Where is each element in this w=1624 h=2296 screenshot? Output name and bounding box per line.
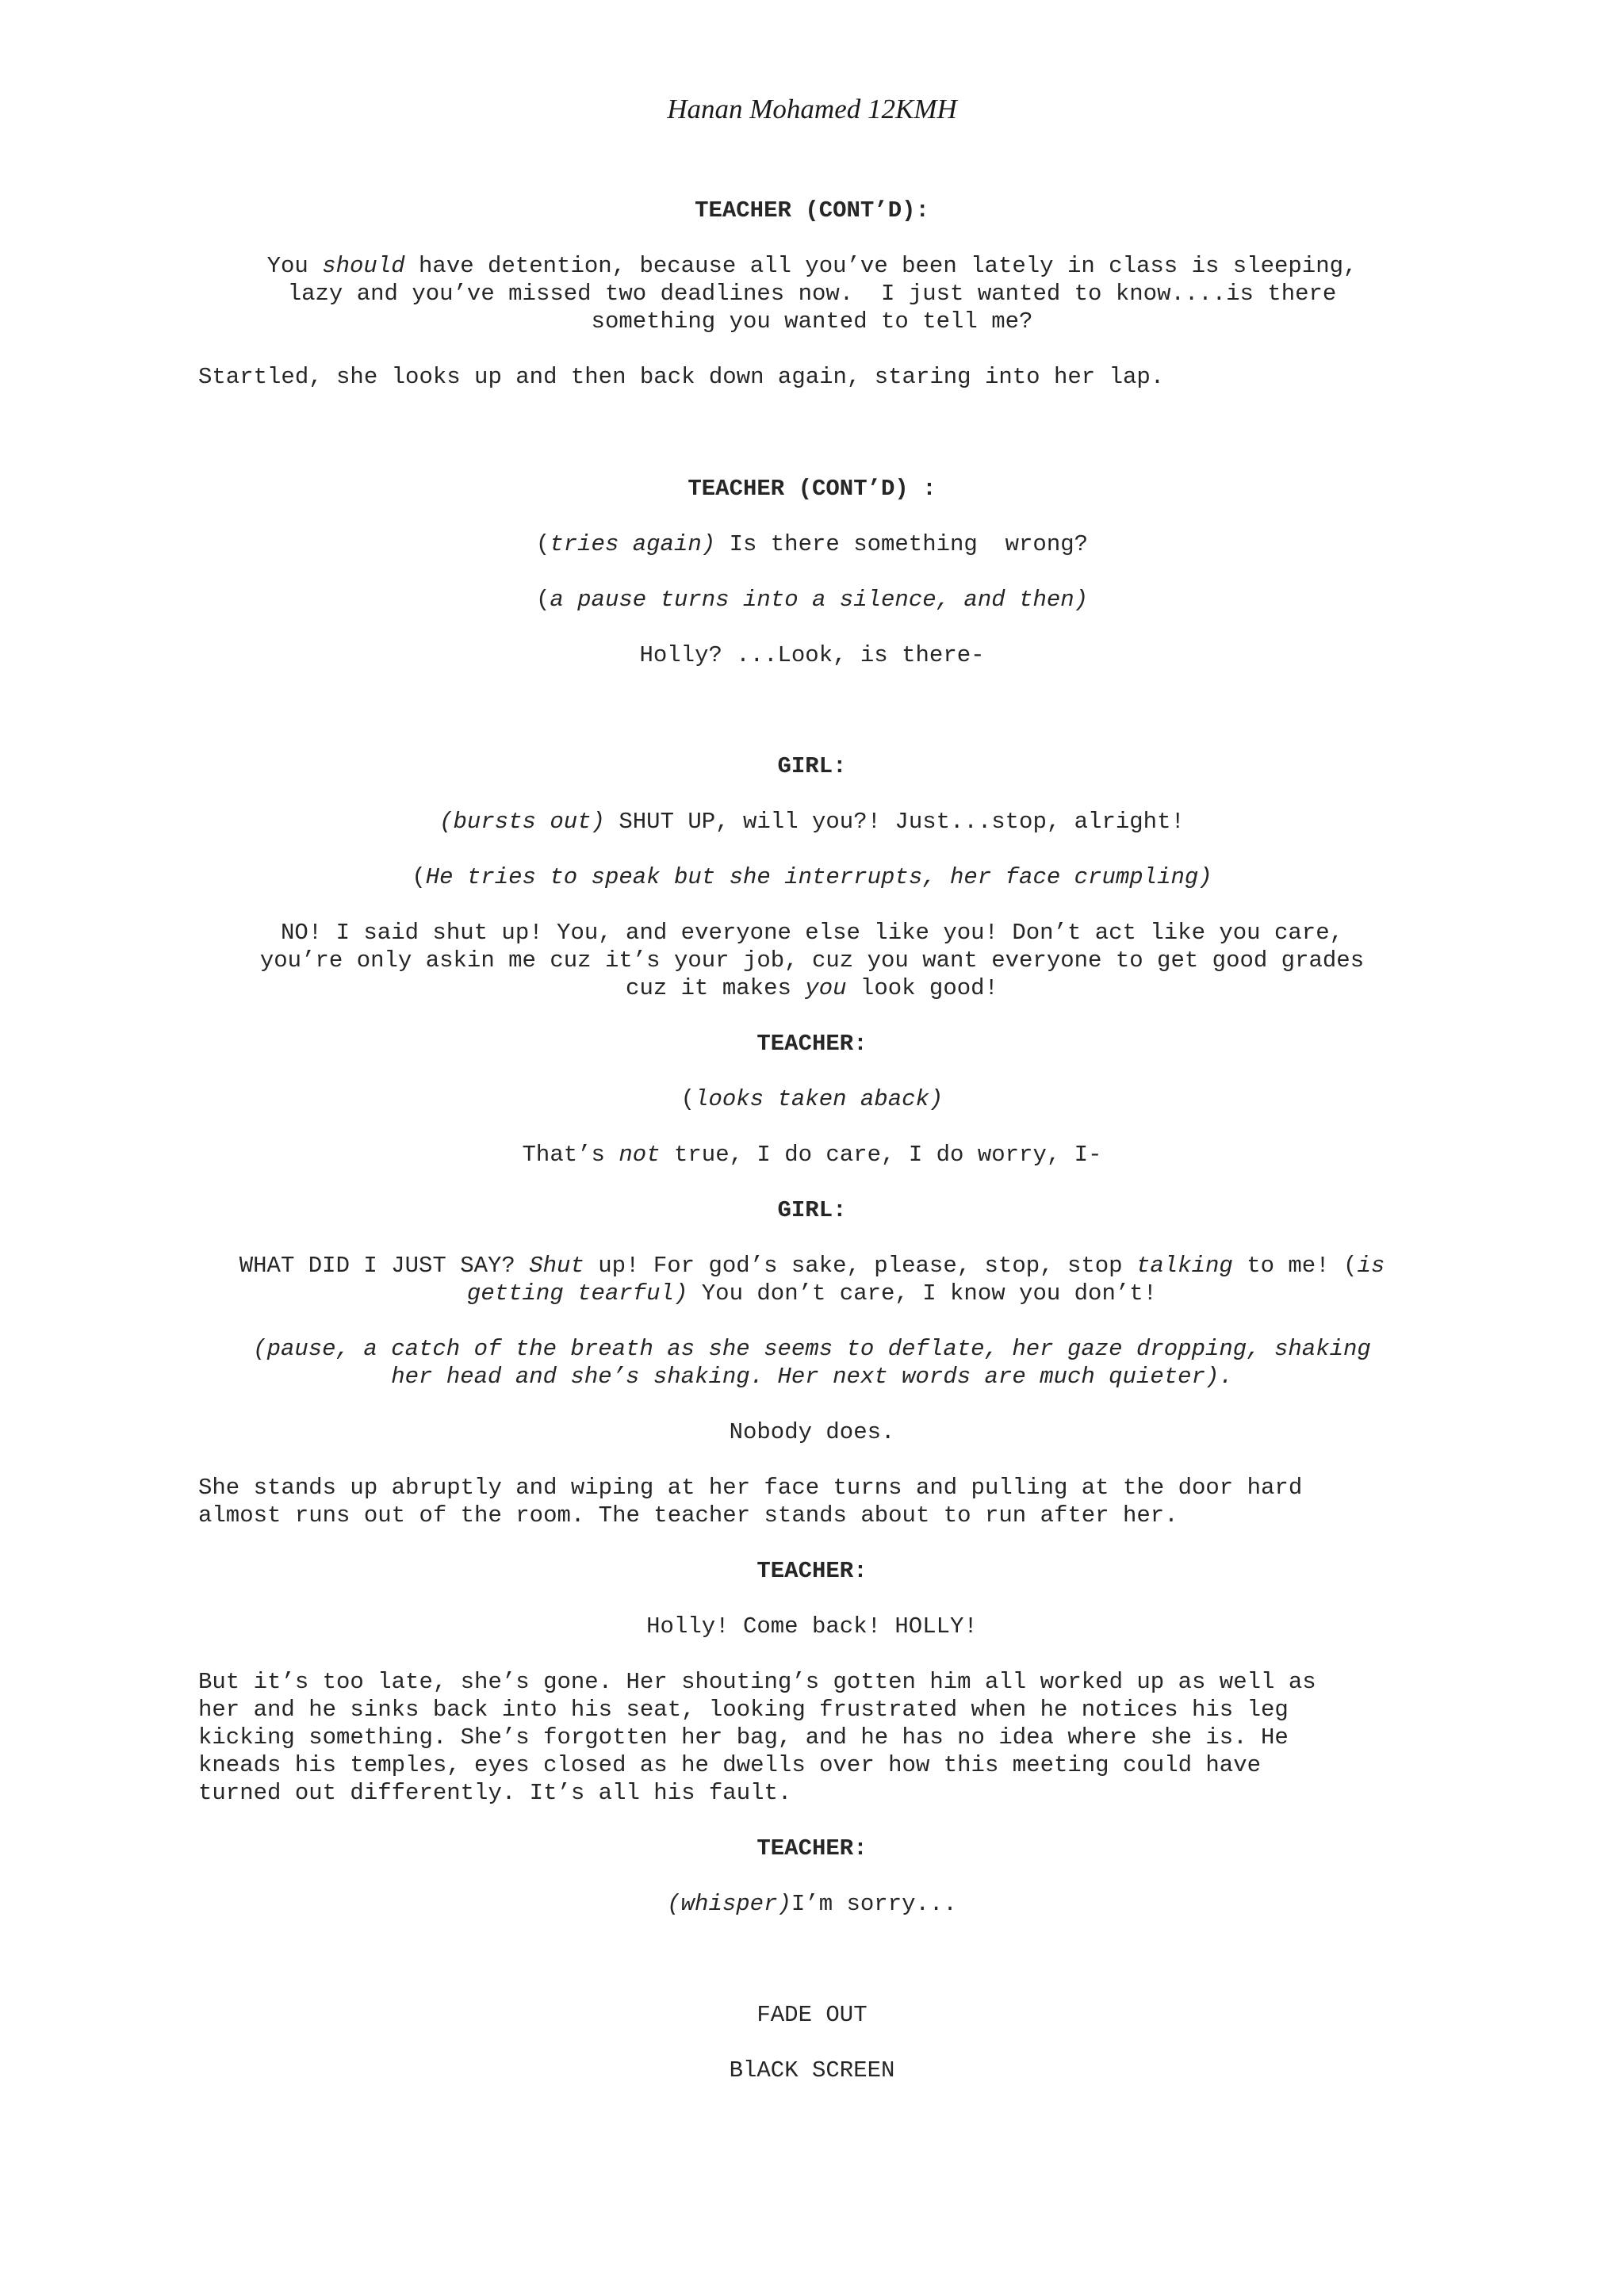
transition-fade-out: FADE OUT <box>756 2002 868 2028</box>
action-line: But it’s too late, she’s gone. Her shouting’s gotten him all worked up as well as <box>198 1669 1316 1695</box>
dialogue-line: That’s not true, I do care, I do worry, I- <box>522 1142 1102 1168</box>
dialogue-line: cuz it makes you look good! <box>626 975 998 1001</box>
dialogue-line: you’re only askin me cuz it’s your job, cuz you want everyone to get good grades <box>259 947 1365 974</box>
parenthetical: her head and she’s shaking. Her next words are much quieter). <box>391 1364 1233 1390</box>
dialogue-line: lazy and you’ve missed two deadlines now. I just wanted to know....is there <box>287 281 1337 307</box>
parenthetical: (pause, a catch of the breath as she seems to deflate, her gaze dropping, shaking <box>253 1336 1371 1362</box>
dialogue-line: NO! I said shut up! You, and everyone else like you! Don’t act like you care, <box>280 920 1344 946</box>
action-line: kicking something. She’s forgotten her bag, and he has no idea where she is. He <box>198 1724 1289 1751</box>
action-line: her and he sinks back into his seat, looking frustrated when he notices his leg <box>198 1697 1289 1723</box>
dialogue-line: getting tearful) You don’t care, I know you don’t! <box>466 1280 1158 1307</box>
character-cue-girl: GIRL: <box>777 753 847 779</box>
page-header-author: Hanan Mohamed 12KMH <box>667 94 957 124</box>
character-cue-teacher: TEACHER: <box>756 1031 868 1057</box>
dialogue-line: You should have detention, because all you’ve been lately in class is sleeping, <box>266 253 1358 279</box>
character-cue-girl: GIRL: <box>777 1197 847 1223</box>
action-line: Startled, she looks up and then back down again, staring into her lap. <box>198 364 1165 390</box>
action-line: almost runs out of the room. The teacher stands about to run after her. <box>198 1502 1178 1529</box>
parenthetical: (looks taken aback) <box>680 1086 944 1112</box>
dialogue-line: (whisper)I’m sorry... <box>667 1891 957 1917</box>
parenthetical: (He tries to speak but she interrupts, her face crumpling) <box>412 864 1212 890</box>
action-line: She stands up abruptly and wiping at her face turns and pulling at the door hard <box>198 1475 1303 1501</box>
dialogue-line: Holly? ...Look, is there- <box>639 642 985 668</box>
action-line: kneads his temples, eyes closed as he dwells over how this meeting could have <box>198 1752 1262 1778</box>
dialogue-line: (bursts out) SHUT UP, will you?! Just...stop, alright! <box>439 809 1185 835</box>
parenthetical: (a pause turns into a silence, and then) <box>535 587 1089 613</box>
dialogue-line: something you wanted to tell me? <box>591 308 1033 335</box>
character-cue-teacher: TEACHER: <box>756 1835 868 1862</box>
transition-black-screen: BlACK SCREEN <box>729 2057 895 2084</box>
character-cue-teacher: TEACHER: <box>756 1558 868 1584</box>
action-line: turned out differently. It’s all his fault. <box>198 1780 792 1806</box>
character-cue-teacher-contd: TEACHER (CONT’D) : <box>688 476 936 502</box>
dialogue-line: WHAT DID I JUST SAY? Shut up! For god’s sake, please, stop, stop talking to me! (is <box>239 1253 1385 1279</box>
character-cue-teacher-contd: TEACHER (CONT’D): <box>695 197 929 224</box>
dialogue-line: Holly! Come back! HOLLY! <box>646 1613 978 1640</box>
dialogue-line: Nobody does. <box>729 1419 895 1445</box>
dialogue-line: (tries again) Is there something wrong? <box>535 531 1089 557</box>
